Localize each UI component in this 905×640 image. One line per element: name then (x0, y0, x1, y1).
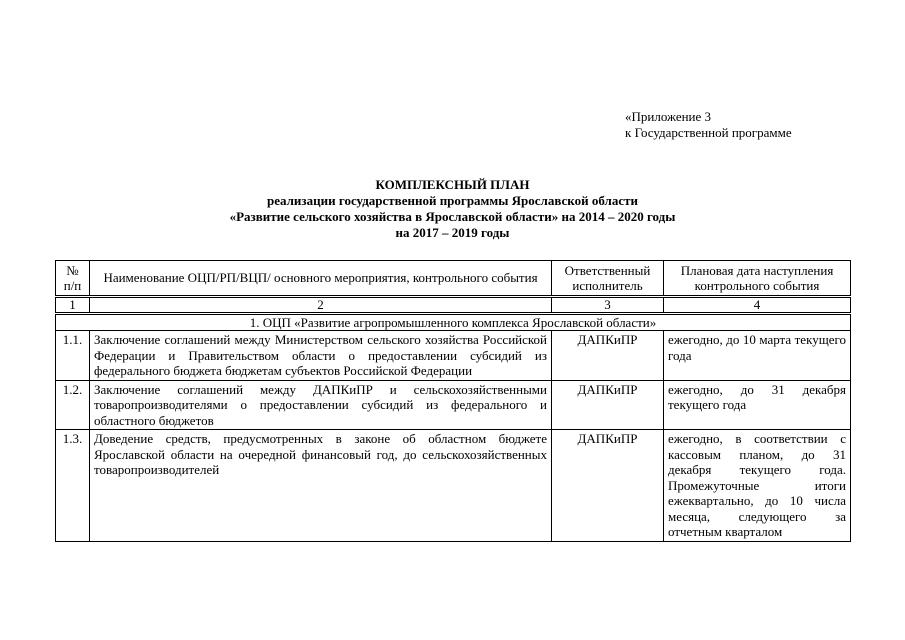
appendix-line-2: к Государственной программе (625, 125, 792, 140)
row-date: ежегодно, до 10 марта текущего года (664, 331, 851, 381)
header-date: Плановая дата наступления контрольного события (664, 261, 851, 297)
row-executor: ДАПКиПР (552, 430, 664, 542)
header-name: Наименование ОЦП/РП/ВЦП/ основного мероприятия, контрольного события (90, 261, 552, 297)
title-line-3: «Развитие сельского хозяйства в Ярославской области» на 2014 – 2020 годы (229, 209, 676, 224)
appendix-line-1: «Приложение 3 (625, 109, 712, 124)
title-line-4: на 2017 – 2019 годы (395, 225, 510, 240)
header-executor: Ответственный исполнитель (552, 261, 664, 297)
table-header-row (56, 261, 851, 297)
row-name: Заключение соглашений между ДАПКиПР и сельскохозяйственными товаропроизводителями о предоставлении субсидий из федерального и областного бюджетов (90, 380, 552, 430)
row-num: 1.2. (56, 380, 90, 430)
column-number: 1 (56, 297, 90, 314)
column-number: 3 (552, 297, 664, 314)
column-number-row (56, 297, 851, 314)
row-num: 1.1. (56, 331, 90, 381)
row-date: ежегодно, до 31 декабря текущего года (664, 380, 851, 430)
title-line-2: реализации государственной программы Ярославской области (267, 193, 638, 208)
section-row (56, 314, 851, 331)
row-executor: ДАПКиПР (552, 331, 664, 381)
header-num: № п/п (56, 261, 90, 297)
row-num: 1.3. (56, 430, 90, 542)
appendix-note (625, 109, 792, 141)
section-title: 1. ОЦП «Развитие агропромышленного комплекса Ярославской области» (56, 314, 851, 331)
row-date: ежегодно, в соответствии с кассовым планом, до 31 декабря текущего года. Промежуточные итоги ежеквартально, до 10 числа месяца, следующего за отчетным кварталом (664, 430, 851, 542)
table-row (56, 380, 851, 430)
row-name: Доведение средств, предусмотренных в законе об областном бюджете Ярославской области на очередной финансовый год, до сельскохозяйственных товаропроизводителей (90, 430, 552, 542)
row-name: Заключение соглашений между Министерством сельского хозяйства Российской Федерации и Правительством области о предоставлении субсидий из федерального бюджета бюджетам субъектов Российской Федерации (90, 331, 552, 381)
table-row (56, 331, 851, 381)
column-number: 2 (90, 297, 552, 314)
row-executor: ДАПКиПР (552, 380, 664, 430)
document-title (0, 177, 905, 241)
title-line-1: КОМПЛЕКСНЫЙ ПЛАН (375, 177, 530, 192)
column-number: 4 (664, 297, 851, 314)
plan-table (55, 260, 851, 542)
table-row (56, 430, 851, 542)
